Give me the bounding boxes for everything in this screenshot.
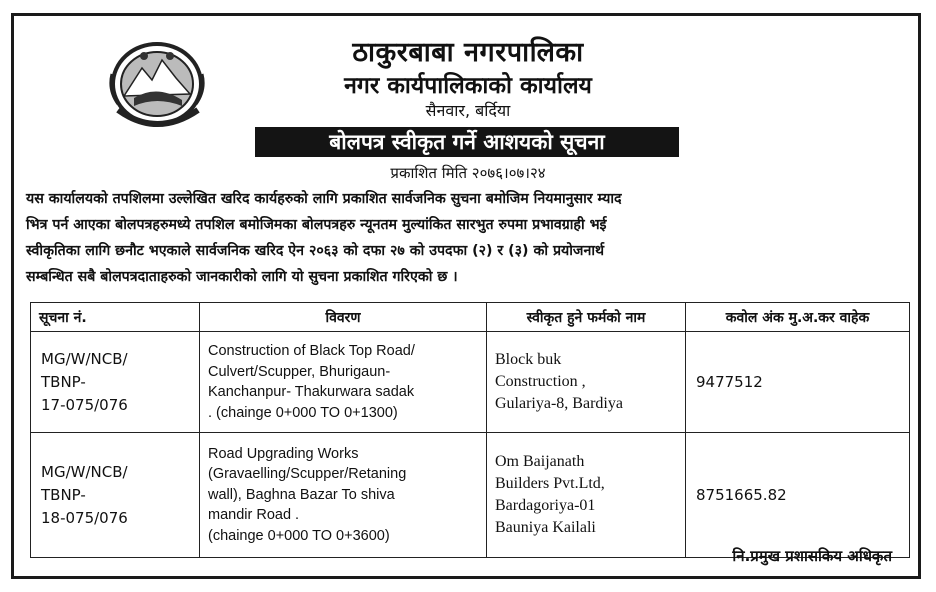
body-line: भित्र पर्न आएका बोलपत्रहरुमध्ये तपशिल बमोजिमका बोलपत्रहरु न्यूनतम मुल्यांकित सारभुत रुपमा प्रभावग्राही भई <box>26 217 607 233</box>
col-description: विवरण <box>200 303 487 332</box>
notice-no-cell: MG/W/NCB/ TBNP- 17-075/076 <box>31 332 200 433</box>
bid-amount-cell: 9477512 <box>686 332 910 433</box>
notice-no-cell: MG/W/NCB/ TBNP- 18-075/076 <box>31 433 200 558</box>
table-row <box>31 433 910 558</box>
firm-name-cell: Om Baijanath Builders Pvt.Ltd, Bardagoriya-01 Bauniya Kailali <box>487 433 686 558</box>
table-row <box>31 332 910 433</box>
published-date: प्रकाशित मिति २०७६।०७।२४ <box>390 164 546 182</box>
notice-title: बोलपत्र स्वीकृत गर्ने आशयको सूचना <box>255 127 679 157</box>
col-notice-no: सूचना नं. <box>31 303 200 332</box>
office-name: नगर कार्यपालिकाको कार्यालय <box>344 73 592 99</box>
body-line: सम्बन्धित सबै बोलपत्रदाताहरुको जानकारीको लागि यो सुचना प्रकाशित गरिएको छ । <box>26 269 458 285</box>
body-line: यस कार्यालयको तपशिलमा उल्लेखित खरिद कार्यहरुको लागि प्रकाशित सार्वजनिक सुचना बमोजिम नियमानुसार म्याद <box>26 191 622 207</box>
body-line: स्वीकृतिका लागि छनौट भएकाले सार्वजनिक खरिद ऐन २०६३ को दफा २७ को उपदफा (२) र (३) को प्रयोजनार्थ <box>26 243 605 259</box>
notice-body <box>26 186 916 290</box>
table-header-row <box>31 303 910 332</box>
bid-amount-cell: 8751665.82 <box>686 433 910 558</box>
col-bid-amount: कवोल अंक मु.अ.कर वाहेक <box>686 303 910 332</box>
description-cell: Construction of Black Top Road/ Culvert/Scupper, Bhurigaun- Kanchanpur- Thakurwara sadak . (chainge 0+000 TO 0+1300) <box>200 332 487 433</box>
description-cell: Road Upgrading Works (Gravaelling/Scupper/Retaning wall), Baghna Bazar To shiva mandir Road . (chainge 0+000 TO 0+3600) <box>200 433 487 558</box>
signatory: नि.प्रमुख प्रशासकिय अधिकृत <box>732 547 892 565</box>
office-location: सैनवार, बर्दिया <box>425 101 511 120</box>
award-table <box>30 302 910 558</box>
firm-name-cell: Block buk Construction , Gulariya-8, Bardiya <box>487 332 686 433</box>
municipality-name: ठाकुरबाबा नगरपालिका <box>352 37 584 68</box>
col-firm-name: स्वीकृत हुने फर्मको नाम <box>487 303 686 332</box>
